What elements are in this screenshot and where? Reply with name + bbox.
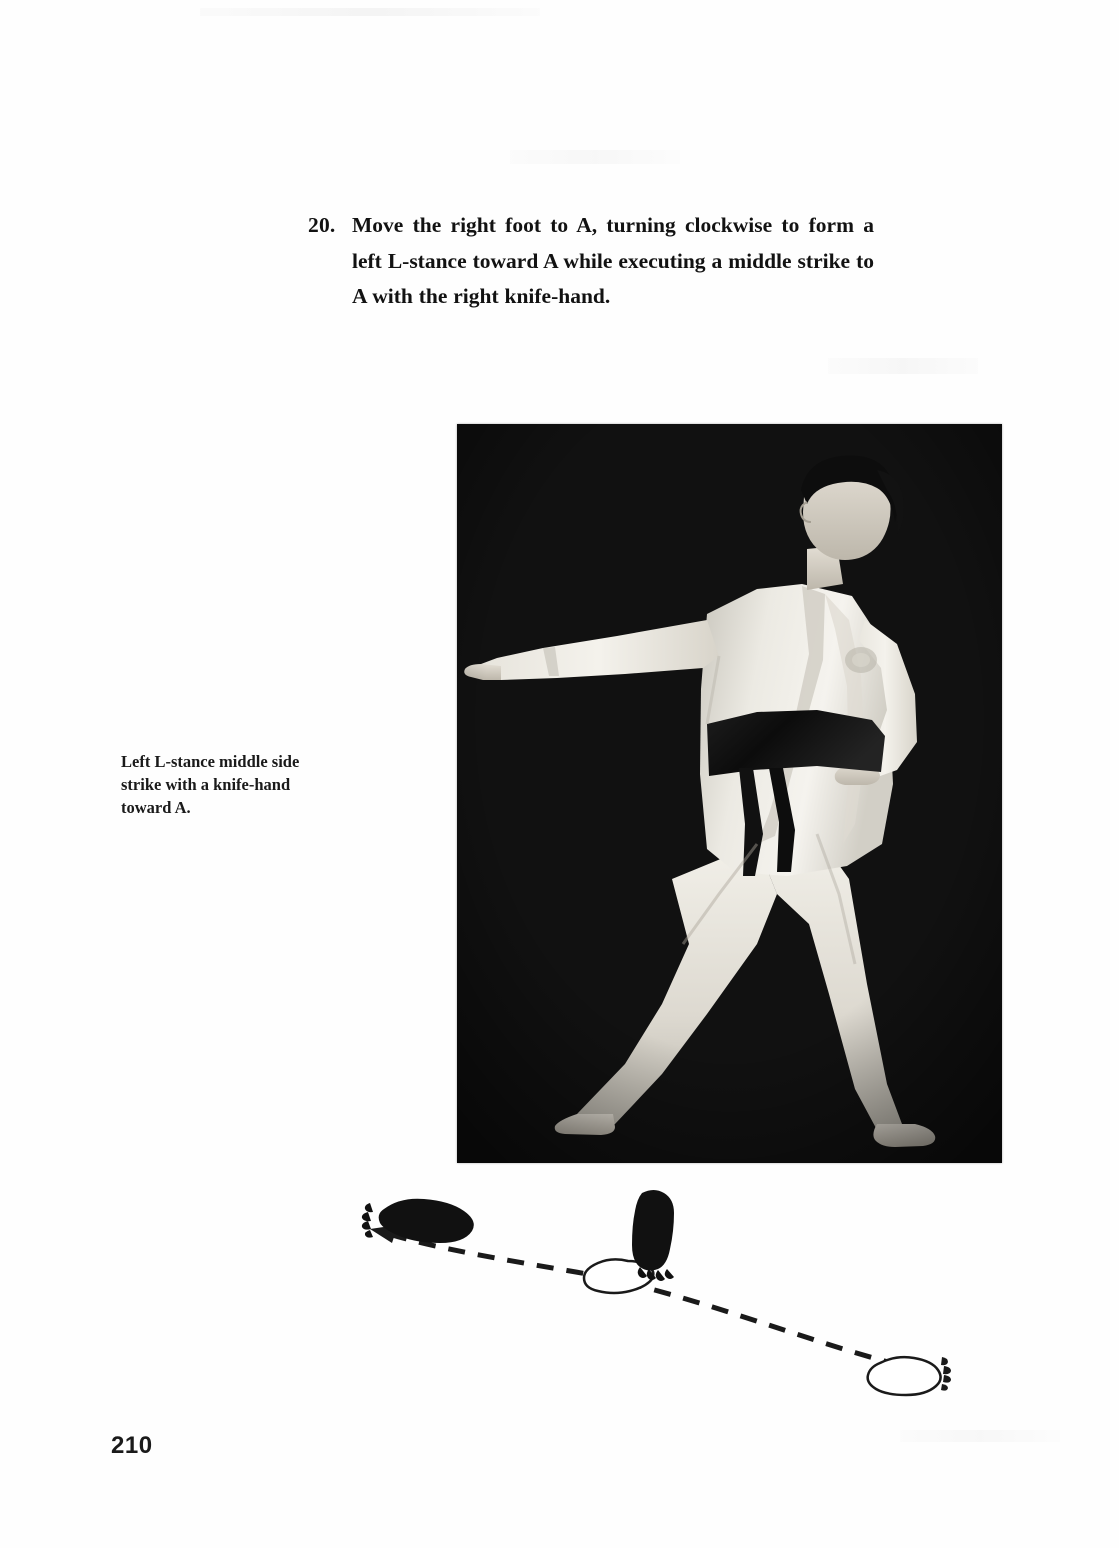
scan-artifact-middle: [510, 150, 680, 164]
photo-vignette: [457, 424, 1002, 1163]
scan-artifact-top: [200, 8, 540, 16]
photograph-figure: [457, 424, 1002, 1163]
footwork-diagram-svg: [340, 1185, 970, 1420]
caption-line-2: strike with a knife-hand: [121, 775, 291, 794]
footwork-diagram: [340, 1185, 970, 1420]
scan-artifact-right: [828, 358, 978, 374]
scan-artifact-bottom: [900, 1430, 1060, 1442]
photo-caption: [121, 750, 411, 819]
caption-line-3: toward A.: [121, 798, 191, 817]
footprint-destination-filled: [362, 1199, 474, 1243]
instruction-text: Move the right foot to A, turning clockwise to form a left L-stance toward A while executing a middle strike to A with the right knife-hand.: [352, 213, 874, 308]
caption-line-1: Left L-stance middle side: [121, 752, 300, 771]
page-number: 210: [111, 1432, 153, 1459]
instruction-number: 20.: [308, 213, 336, 237]
instruction-block: [308, 208, 874, 315]
photograph-image: [457, 424, 1002, 1163]
footprint-origin-outline: [868, 1357, 951, 1395]
technique-photograph: [457, 424, 1002, 1163]
